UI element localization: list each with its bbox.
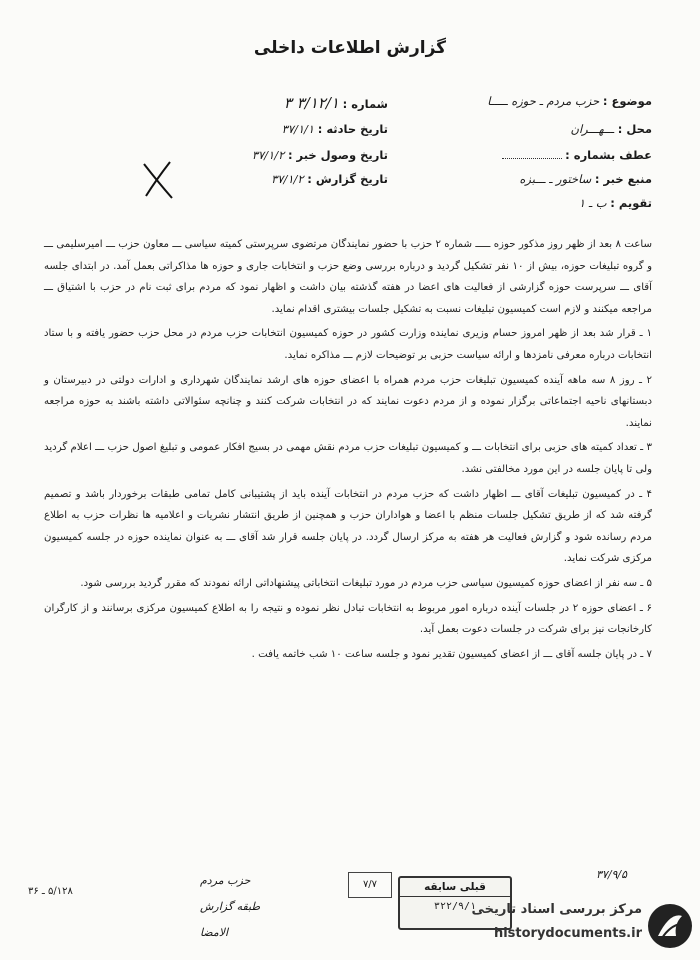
subject-label: موضوع : (602, 94, 652, 108)
event-date-row (282, 122, 388, 136)
receipt-date-row (252, 148, 388, 162)
body-paragraph-4: ۴ ـ در کمیسیون تبلیغات آقای ـــ اظهار داشت که حزب مردم در انتخابات آینده باید از پشتیبانی کامل تمامی طبقات برخوردار باشد و تصمیم گرفته شد که از طریق تشکیل جلسات منظم با اعضا و هواداران حزب و همچنین از طریق انتشار نشریات و اعلامیه ها نظرات حزب به اطلاع مردم رسانده شود و گزارش فعالیت هر هفته به مرکز ارسال گردد. در پایان جلسه قرار شد آقای ـــ به عنوان نماینده حوزه در جلسه کمیسیون مرکزی شرکت نماید. (44, 488, 652, 565)
signature-party: حزب مردم (200, 874, 251, 887)
number-label: شماره : (342, 97, 388, 111)
subject-value: حزب مردم ـ حوزه ـــــا (487, 94, 600, 108)
signature-sign: الامضا (200, 926, 229, 939)
ref-blank (502, 148, 562, 159)
handwritten-x-mark-icon (140, 160, 176, 200)
place-label: محل : (617, 122, 652, 136)
number-row (284, 94, 388, 112)
body-paragraph-1: ۱ ـ قرار شد بعد از ظهر امروز حسام وزیری نماینده وزارت کشور در حوزه کمیسیون انتخابات حزب مردم در محل حزب حضور یافته و با ستاد انتخابات درباره معرفی نامزدها و ارائه سیاست حزبی بر توضیحات لازم ـــ مذاکره نماید. (44, 328, 652, 361)
body-paragraph-7: ۷ ـ در پایان جلسه آقای ـــ از اعضای کمیسیون تقدیر نمود و جلسه ساعت ۱۰ شب خاتمه یافت . (251, 648, 652, 660)
archive-logo-icon (646, 902, 694, 950)
source-row (519, 172, 652, 186)
receipt-date-value: ۳۷/۱/۲ (251, 148, 285, 162)
watermark-text: مرکز بررسی اسناد تاریخی (471, 902, 642, 917)
report-date-row (271, 172, 388, 186)
report-date-label: تاریخ گزارش : (307, 172, 388, 186)
stamp-number: ۳۲۲/۹/۱ (433, 901, 477, 912)
event-date-label: تاریخ حادثه : (317, 122, 388, 136)
stamp-title: قبلی سابقه (400, 878, 510, 897)
ref-label: عطف بشماره : (565, 148, 652, 162)
place-row (571, 122, 652, 136)
body-paragraph-2: ۲ ـ روز ۸ سه ماهه آینده کمیسیون تبلیغات حزب مردم همراه با اعضای حوزه های ارشد نمایندگان شهرداری و ادارات دولتی در دبیرستان و دبستانهای ناحیه اجتماعاتی برگزار نموده و از مردم دعوت نمایند که در انتخابات شرکت کنند و چنانچه سئوالاتی داشته باشند به حوزه مراجعه نمایند. (44, 374, 652, 429)
body-paragraph-6: ۶ ـ اعضای حوزه ۲ در جلسات آینده درباره امور مربوط به انتخابات تبادل نظر نموده و نتیجه را به اطلاع کمیسیون مرکزی برسانند و از کارگران کارخانجات نیز برای شرکت در جلسات دعوت بعمل آید. (44, 602, 652, 636)
document-number: ۳۷/۹/۵ (596, 868, 628, 881)
stamp-tag: ۷/۷ (348, 872, 392, 898)
subject-row (487, 94, 652, 108)
evaluation-row (579, 196, 652, 210)
source-label: منبع خبر : (594, 172, 652, 186)
place-value: ـــهـــران (570, 122, 615, 136)
archive-watermark (471, 896, 700, 956)
document-title: گزارش اطلاعات داخلی (253, 38, 447, 58)
signature-report: طبقه گزارش (200, 900, 261, 913)
number-value: ۳/۱۲/۱ ۳ (283, 94, 339, 112)
ref-row (502, 148, 652, 162)
report-body (44, 234, 652, 668)
body-paragraph-5: ۵ ـ سه نفر از اعضای حوزه کمیسیون سیاسی حزب مردم در مورد تبلیغات انتخاباتی پیشنهاداتی ارائه نمودند که مقرر گردید بررسی شود. (80, 577, 652, 589)
report-date-value: ۳۷/۱/۲ (271, 172, 304, 186)
evaluation-label: تقویم : (610, 196, 652, 210)
receipt-date-label: تاریخ وصول خبر : (287, 148, 388, 162)
watermark-url: historydocuments.ir (493, 926, 642, 941)
evaluation-value: ب ـ ۱ (578, 196, 607, 210)
body-paragraph-intro: ساعت ۸ بعد از ظهر روز مذکور حوزه ـــــ شماره ۲ حزب با حضور نمایندگان مرتضوی سرپرستی کمیته سیاسی ـــ معاون حزب ـــ امیرسلیمی ـــ و گروه تبلیغات حوزه، بیش از ۱۰ نفر تشکیل گردید و درباره بررسی وضع حزب و انتخابات جاری و حوزه ها مذاکراتی بعمل آمد. در ابتدای جلسه آقای ـــ سرپرست حوزه گزارشی از فعالیت های اعضا در هفته گذشته بیان داشت و اظهار نمود که مردم برای ثبت نام در حزب با اشتیاق ـــ مراجعه میکنند و لازم است کمیسیون تبلیغات نسبت به تشکیل جلسات بیشتری اقدام نماید. (44, 239, 652, 315)
body-paragraph-3: ۳ ـ تعداد کمیته های حزبی برای انتخابات ـــ و کمیسیون تبلیغات حزب مردم نقش مهمی در بسیج افکار عمومی و تبلیغ اصول حزب ـــ اعلام گردید ولی تا پایان جلسه در این مورد مخالفتی نشد. (44, 442, 652, 475)
file-reference: ۵/۱۲۸ ـ ۳۶ (28, 886, 73, 897)
event-date-value: ۳۷/۱/۱ (281, 122, 315, 136)
source-value: ساختور ـ ـــبزه (519, 172, 592, 186)
